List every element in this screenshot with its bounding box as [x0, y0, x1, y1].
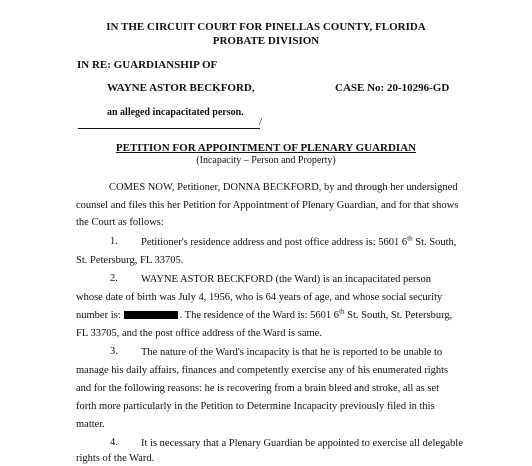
para-4-line-2: rights of the Ward.	[76, 453, 155, 464]
petition-subtitle: (Incapacity – Person and Property)	[196, 155, 336, 166]
redaction-bar	[124, 311, 178, 319]
petition-title: PETITION FOR APPOINTMENT OF PLENARY GUARDIAN	[115, 142, 417, 154]
para-1-line-1: Petitioner's residence address and post office address is: 5601 6th St. South,	[141, 234, 457, 248]
para-3-line-3: and for the following reasons: he is recovering from a brain bleed and stroke, all as set	[76, 383, 440, 394]
para-1-number: 1.	[110, 236, 118, 247]
para-3-line-5: matter.	[76, 419, 105, 430]
in-re-label: IN RE: GUARDIANSHIP OF	[77, 59, 218, 71]
alleged-incapacitated-label: an alleged incapacitated person.	[107, 107, 244, 118]
case-number: CASE No: 20-10296-GD	[335, 82, 450, 94]
para-4-line-1: It is necessary that a Plenary Guardian be appointed to exercise all delegable	[141, 438, 463, 449]
para-4-number: 4.	[110, 437, 118, 448]
caption-underline	[78, 128, 260, 129]
para-2-line-2: whose date of birth was July 4, 1956, who is 64 years of age, and whose social security	[76, 292, 443, 303]
para-1-line-2: St. Petersburg, FL 33705.	[76, 255, 184, 266]
para-3-line-4: forth more particularly in the Petition to Determine Incapacity previously filed in this	[76, 401, 435, 412]
para-3-line-2: manage his daily affairs, finances and competently exercise any of his enumerated rights	[76, 365, 449, 376]
para-2-line-3: number is: . The residence of the Ward is: 5601 6th St. South, St. Petersburg,	[76, 307, 453, 321]
para-3-number: 3.	[110, 346, 118, 357]
intro-line-2: counsel and files this her Petition for Appointment of Plenary Guardian, and for that shows	[76, 200, 459, 211]
court-heading: IN THE CIRCUIT COURT FOR PINELLAS COUNTY, FLORIDA	[106, 21, 426, 33]
intro-line-1: COMES NOW, Petitioner, DONNA BECKFORD, by and through her undersigned	[109, 182, 458, 193]
division-heading: PROBATE DIVISION	[212, 35, 320, 47]
caption-slash: /	[259, 116, 263, 128]
para-3-line-1: The nature of the Ward's incapacity is that he is reported to be unable to	[141, 347, 443, 358]
para-2-number: 2.	[110, 273, 118, 284]
para-2-line-1: WAYNE ASTOR BECKFORD (the Ward) is an incapacitated person	[141, 274, 432, 285]
ward-name: WAYNE ASTOR BECKFORD,	[107, 82, 255, 94]
intro-line-3: the Court as follows:	[76, 217, 164, 228]
para-2-line-4: FL 33705, and the post office address of the Ward is same.	[76, 328, 322, 339]
